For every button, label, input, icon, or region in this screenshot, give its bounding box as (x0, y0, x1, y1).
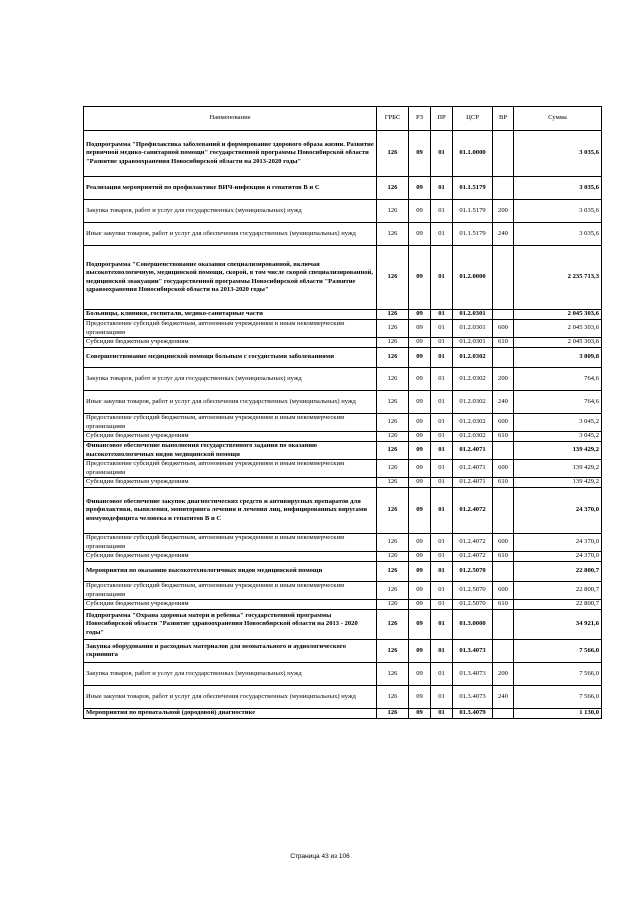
cell-rz: 09 (409, 534, 431, 552)
table-row (84, 432, 602, 442)
cell-name: Финансовое обеспечение выполнения государственного задания по оказанию высокотехнологичных видов медицинской помощи (84, 442, 377, 460)
cell-sum: 3 045,2 (514, 414, 602, 432)
cell-pr: 01 (431, 562, 453, 582)
cell-vr: 610 (493, 432, 514, 442)
cell-sum: 3 035,6 (514, 223, 602, 246)
cell-name: Мероприятия по оказанию высокотехнологичных видов медицинской помощи (84, 562, 377, 582)
cell-grbs: 126 (377, 582, 409, 600)
table-row (84, 709, 602, 719)
cell-grbs: 126 (377, 552, 409, 562)
cell-sum: 139 429,2 (514, 442, 602, 460)
cell-name: Предоставление субсидий бюджетным, автономным учреждениям и иным некоммерческим организациям (84, 320, 377, 338)
cell-name: Закупка оборудования и расходных материалов для неонатального и аудиологического скрининга (84, 640, 377, 663)
cell-pr: 01 (431, 223, 453, 246)
cell-grbs: 126 (377, 663, 409, 686)
cell-pr: 01 (431, 610, 453, 640)
cell-name: Финансовое обеспечение закупок диагностических средств и антивирусных препаратов для профилактики, выявления, мониторинга лечения и лечения лиц, инфицированных вирусами иммунодефицита человека и гепатитов В и С (84, 488, 377, 534)
header-sum: Сумма (514, 107, 602, 131)
cell-csr: 01.2.0302 (453, 432, 493, 442)
cell-rz: 09 (409, 131, 431, 177)
header-name: Наименование (84, 107, 377, 131)
header-csr: ЦСР (453, 107, 493, 131)
table-row (84, 414, 602, 432)
cell-vr: 200 (493, 200, 514, 223)
cell-sum: 3 035,6 (514, 177, 602, 200)
cell-vr (493, 640, 514, 663)
table-row (84, 460, 602, 478)
cell-csr: 01.3.4073 (453, 686, 493, 709)
cell-name: Иные закупки товаров, работ и услуг для обеспечения государственных (муниципальных) нужд (84, 223, 377, 246)
cell-sum: 764,6 (514, 368, 602, 391)
cell-sum: 2 045 303,6 (514, 310, 602, 320)
cell-sum: 22 800,7 (514, 600, 602, 610)
cell-csr: 01.2.0301 (453, 320, 493, 338)
table-row (84, 310, 602, 320)
cell-csr: 01.3.4073 (453, 640, 493, 663)
cell-rz: 09 (409, 177, 431, 200)
cell-vr: 200 (493, 663, 514, 686)
cell-vr (493, 348, 514, 368)
table-body (84, 131, 602, 719)
cell-grbs: 126 (377, 442, 409, 460)
cell-vr (493, 131, 514, 177)
table-row (84, 200, 602, 223)
table-row (84, 640, 602, 663)
cell-vr: 600 (493, 414, 514, 432)
page-number: Страница 43 из 106 (290, 853, 350, 860)
cell-rz: 09 (409, 640, 431, 663)
cell-name: Иные закупки товаров, работ и услуг для обеспечения государственных (муниципальных) нужд (84, 686, 377, 709)
cell-rz: 09 (409, 686, 431, 709)
cell-pr: 01 (431, 709, 453, 719)
table-row (84, 223, 602, 246)
cell-sum: 34 921,6 (514, 610, 602, 640)
cell-pr: 01 (431, 338, 453, 348)
cell-grbs: 126 (377, 432, 409, 442)
cell-pr: 01 (431, 478, 453, 488)
cell-grbs: 126 (377, 131, 409, 177)
table-row (84, 600, 602, 610)
cell-name: Предоставление субсидий бюджетным, автономным учреждениям и иным некоммерческим организациям (84, 534, 377, 552)
cell-vr: 610 (493, 600, 514, 610)
cell-csr: 01.3.0000 (453, 610, 493, 640)
cell-vr (493, 246, 514, 310)
cell-csr: 01.2.0301 (453, 310, 493, 320)
cell-pr: 01 (431, 552, 453, 562)
cell-sum: 3 045,2 (514, 432, 602, 442)
cell-vr: 600 (493, 320, 514, 338)
cell-sum: 24 370,0 (514, 534, 602, 552)
header-grbs: ГРБС (377, 107, 409, 131)
cell-pr: 01 (431, 391, 453, 414)
header-vr: ВР (493, 107, 514, 131)
cell-csr: 01.3.4073 (453, 663, 493, 686)
cell-grbs: 126 (377, 562, 409, 582)
cell-pr: 01 (431, 663, 453, 686)
cell-grbs: 126 (377, 488, 409, 534)
cell-pr: 01 (431, 246, 453, 310)
cell-sum: 3 035,6 (514, 131, 602, 177)
cell-rz: 09 (409, 338, 431, 348)
cell-sum: 139 429,2 (514, 460, 602, 478)
cell-pr: 01 (431, 460, 453, 478)
cell-name: Больницы, клиники, госпитали, медико-санитарные части (84, 310, 377, 320)
cell-name: Закупка товаров, работ и услуг для государственных (муниципальных) нужд (84, 200, 377, 223)
cell-vr: 610 (493, 478, 514, 488)
cell-rz: 09 (409, 310, 431, 320)
cell-sum: 22 800,7 (514, 582, 602, 600)
cell-csr: 01.2.5070 (453, 582, 493, 600)
table-row (84, 663, 602, 686)
cell-grbs: 126 (377, 320, 409, 338)
cell-name: Реализация мероприятий по профилактике ВИЧ-инфекции и гепатитов В и С (84, 177, 377, 200)
cell-rz: 09 (409, 600, 431, 610)
cell-sum: 3 809,8 (514, 348, 602, 368)
cell-vr: 610 (493, 552, 514, 562)
cell-pr: 01 (431, 640, 453, 663)
cell-csr: 01.2.0000 (453, 246, 493, 310)
table-row (84, 582, 602, 600)
cell-grbs: 126 (377, 610, 409, 640)
cell-csr: 01.2.4072 (453, 552, 493, 562)
table-row (84, 131, 602, 177)
cell-rz: 09 (409, 562, 431, 582)
cell-pr: 01 (431, 432, 453, 442)
cell-rz: 09 (409, 460, 431, 478)
cell-grbs: 126 (377, 177, 409, 200)
cell-rz: 09 (409, 348, 431, 368)
cell-sum: 2 045 303,6 (514, 320, 602, 338)
cell-name: Субсидии бюджетным учреждениям (84, 478, 377, 488)
cell-name: Субсидии бюджетным учреждениям (84, 338, 377, 348)
cell-vr (493, 610, 514, 640)
cell-rz: 09 (409, 414, 431, 432)
cell-grbs: 126 (377, 414, 409, 432)
cell-grbs: 126 (377, 640, 409, 663)
cell-rz: 09 (409, 478, 431, 488)
cell-name: Иные закупки товаров, работ и услуг для обеспечения государственных (муниципальных) нужд (84, 391, 377, 414)
cell-name: Предоставление субсидий бюджетным, автономным учреждениям и иным некоммерческим организациям (84, 582, 377, 600)
cell-csr: 01.3.4079 (453, 709, 493, 719)
cell-pr: 01 (431, 534, 453, 552)
cell-vr: 240 (493, 686, 514, 709)
cell-grbs: 126 (377, 223, 409, 246)
cell-sum: 24 370,0 (514, 552, 602, 562)
cell-vr: 240 (493, 391, 514, 414)
cell-name: Мероприятия по пренатальной (дородовой) диагностике (84, 709, 377, 719)
cell-csr: 01.2.0302 (453, 368, 493, 391)
cell-name: Субсидии бюджетным учреждениям (84, 432, 377, 442)
cell-name: Закупка товаров, работ и услуг для государственных (муниципальных) нужд (84, 368, 377, 391)
cell-name: Закупка товаров, работ и услуг для государственных (муниципальных) нужд (84, 663, 377, 686)
table-row (84, 686, 602, 709)
cell-vr: 240 (493, 223, 514, 246)
cell-grbs: 126 (377, 246, 409, 310)
cell-csr: 01.2.0302 (453, 414, 493, 432)
cell-vr (493, 442, 514, 460)
cell-csr: 01.2.4071 (453, 478, 493, 488)
cell-csr: 01.2.0302 (453, 391, 493, 414)
cell-name: Подпрограмма "Совершенствование оказания специализированной, включая высокотехнологичную, медицинской помощи, скорой, в том числе скорой специализированной, медицинской эвакуации" государственной программы Новосибирской области "Развитие здравоохранения Новосибирской области на 2013-2020 годы" (84, 246, 377, 310)
table-row (84, 177, 602, 200)
cell-pr: 01 (431, 442, 453, 460)
cell-rz: 09 (409, 432, 431, 442)
cell-csr: 01.1.5179 (453, 223, 493, 246)
cell-csr: 01.2.4071 (453, 442, 493, 460)
header-rz: РЗ (409, 107, 431, 131)
cell-pr: 01 (431, 200, 453, 223)
table-row (84, 246, 602, 310)
cell-sum: 24 370,0 (514, 488, 602, 534)
cell-pr: 01 (431, 686, 453, 709)
cell-vr: 200 (493, 368, 514, 391)
cell-sum: 22 800,7 (514, 562, 602, 582)
cell-csr: 01.2.4071 (453, 460, 493, 478)
cell-rz: 09 (409, 709, 431, 719)
cell-vr: 600 (493, 582, 514, 600)
cell-name: Предоставление субсидий бюджетным, автономным учреждениям и иным некоммерческим организациям (84, 414, 377, 432)
cell-pr: 01 (431, 320, 453, 338)
cell-csr: 01.2.4072 (453, 488, 493, 534)
cell-sum: 1 130,0 (514, 709, 602, 719)
cell-sum: 3 035,6 (514, 200, 602, 223)
cell-name: Подпрограмма "Охрана здоровья матери и ребенка" государственной программы Новосибирской области "Развитие здравоохранения Новосибирской области на 2013 - 2020 годы" (84, 610, 377, 640)
table-row (84, 368, 602, 391)
table-row (84, 320, 602, 338)
cell-vr (493, 709, 514, 719)
cell-csr: 01.1.0000 (453, 131, 493, 177)
cell-csr: 01.2.5070 (453, 600, 493, 610)
cell-rz: 09 (409, 663, 431, 686)
cell-rz: 09 (409, 368, 431, 391)
cell-grbs: 126 (377, 686, 409, 709)
cell-rz: 09 (409, 320, 431, 338)
cell-pr: 01 (431, 600, 453, 610)
cell-grbs: 126 (377, 200, 409, 223)
cell-vr: 600 (493, 534, 514, 552)
cell-name: Подпрограмма "Профилактика заболеваний и формирование здорового образа жизни. Развитие первичной медико-санитарной помощи" государственной программы Новосибирской области "Развитие здравоохранения Новосибирской области на 2013-2020 годы" (84, 131, 377, 177)
cell-csr: 01.1.5179 (453, 177, 493, 200)
cell-rz: 09 (409, 223, 431, 246)
cell-rz: 09 (409, 246, 431, 310)
cell-sum: 764,6 (514, 391, 602, 414)
cell-rz: 09 (409, 200, 431, 223)
cell-grbs: 126 (377, 709, 409, 719)
cell-grbs: 126 (377, 460, 409, 478)
cell-rz: 09 (409, 610, 431, 640)
cell-grbs: 126 (377, 478, 409, 488)
table-row (84, 562, 602, 582)
cell-rz: 09 (409, 442, 431, 460)
cell-sum: 2 235 713,3 (514, 246, 602, 310)
cell-rz: 09 (409, 582, 431, 600)
cell-sum: 2 045 303,6 (514, 338, 602, 348)
cell-csr: 01.1.5179 (453, 200, 493, 223)
cell-csr: 01.2.0302 (453, 348, 493, 368)
cell-rz: 09 (409, 552, 431, 562)
cell-sum: 7 566,0 (514, 663, 602, 686)
cell-grbs: 126 (377, 391, 409, 414)
cell-vr (493, 562, 514, 582)
cell-grbs: 126 (377, 368, 409, 391)
header-pr: ПР (431, 107, 453, 131)
cell-pr: 01 (431, 177, 453, 200)
cell-pr: 01 (431, 348, 453, 368)
cell-grbs: 126 (377, 338, 409, 348)
table-row (84, 478, 602, 488)
cell-name: Субсидии бюджетным учреждениям (84, 552, 377, 562)
cell-csr: 01.2.5070 (453, 562, 493, 582)
table-header-row (84, 107, 602, 131)
cell-grbs: 126 (377, 348, 409, 368)
cell-pr: 01 (431, 131, 453, 177)
cell-pr: 01 (431, 414, 453, 432)
table-row (84, 348, 602, 368)
cell-sum: 7 566,0 (514, 686, 602, 709)
cell-csr: 01.2.0301 (453, 338, 493, 348)
cell-vr (493, 310, 514, 320)
cell-rz: 09 (409, 391, 431, 414)
cell-grbs: 126 (377, 534, 409, 552)
cell-name: Предоставление субсидий бюджетным, автономным учреждениям и иным некоммерческим организациям (84, 460, 377, 478)
cell-pr: 01 (431, 582, 453, 600)
cell-vr: 610 (493, 338, 514, 348)
table-row (84, 442, 602, 460)
table-row (84, 391, 602, 414)
table-row (84, 338, 602, 348)
cell-grbs: 126 (377, 310, 409, 320)
cell-vr: 600 (493, 460, 514, 478)
cell-pr: 01 (431, 368, 453, 391)
cell-sum: 139 429,2 (514, 478, 602, 488)
cell-csr: 01.2.4072 (453, 534, 493, 552)
table-row (84, 534, 602, 552)
cell-grbs: 126 (377, 600, 409, 610)
table-row (84, 488, 602, 534)
budget-table (83, 106, 602, 719)
table-row (84, 552, 602, 562)
cell-name: Совершенствование медицинской помощи больным с сосудистыми заболеваниями (84, 348, 377, 368)
cell-sum: 7 566,0 (514, 640, 602, 663)
cell-pr: 01 (431, 310, 453, 320)
cell-vr (493, 488, 514, 534)
cell-vr (493, 177, 514, 200)
cell-rz: 09 (409, 488, 431, 534)
table-row (84, 610, 602, 640)
cell-name: Субсидии бюджетным учреждениям (84, 600, 377, 610)
cell-pr: 01 (431, 488, 453, 534)
